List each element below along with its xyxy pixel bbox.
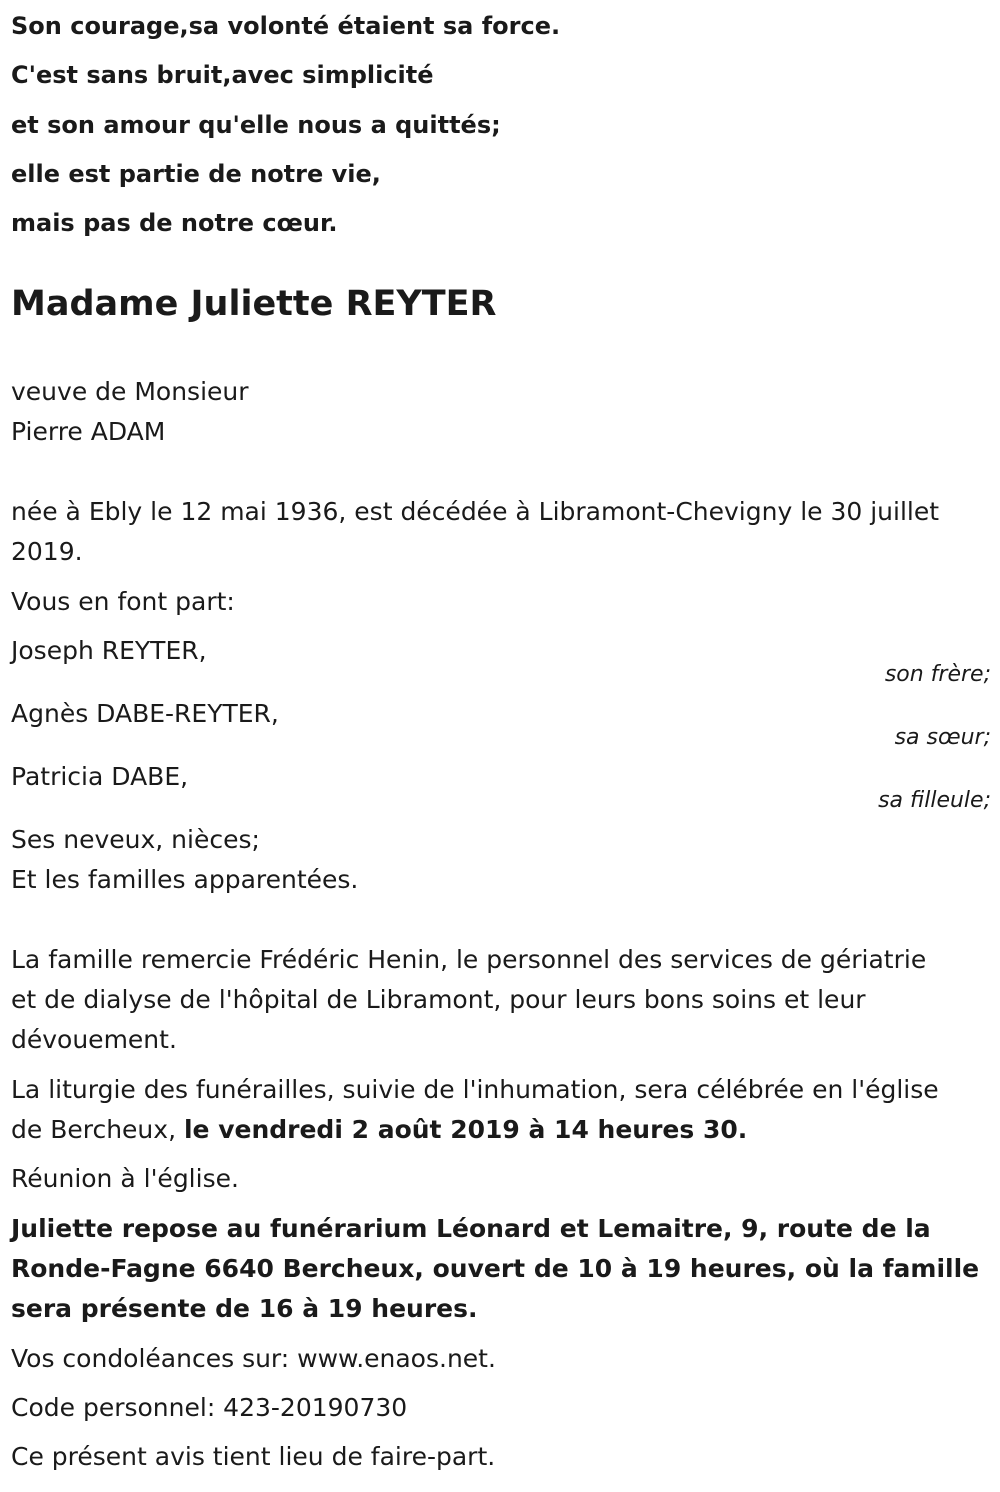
thanks-paragraph [11, 940, 991, 1060]
repose-paragraph [11, 1209, 991, 1329]
birth-death-info [11, 492, 991, 572]
other-relatives [11, 820, 991, 900]
thanks-line-1: La famille remercie Frédéric Henin, le personnel des services de gériatrie [11, 945, 927, 974]
condolences-info: Vos condoléances sur: www.enaos.net. [11, 1344, 496, 1373]
family-member-name: Agnès DABE-REYTER, [11, 699, 279, 728]
funeral-paragraph [11, 1070, 991, 1150]
poem-line-4: elle est partie de notre vie, [11, 160, 381, 188]
widow-line-1: veuve de Monsieur [11, 377, 249, 406]
family-member-name: Joseph REYTER, [11, 636, 207, 665]
deceased-name: Madame Juliette REYTER [11, 284, 497, 324]
birth-death-line-2: 2019. [11, 537, 83, 566]
poem-line-2: C'est sans bruit,avec simplicité [11, 61, 434, 89]
funeral-location-text: de Bercheux, [11, 1115, 184, 1144]
widow-info [11, 372, 991, 452]
poem-line-3: et son amour qu'elle nous a quittés; [11, 111, 501, 139]
meeting-info: Réunion à l'église. [11, 1164, 239, 1193]
personal-code: Code personnel: 423-20190730 [11, 1393, 408, 1422]
repose-line-1: Juliette repose au funérarium Léonard et Lemaitre, 9, route de la [11, 1214, 931, 1243]
announcement-intro: Vous en font part: [11, 587, 235, 616]
family-member-name: Patricia DABE, [11, 762, 189, 791]
family-member-relation: sa filleule; [878, 788, 991, 813]
poem-line-1: Son courage,sa volonté étaient sa force. [11, 12, 561, 40]
other-relatives-line-2: Et les familles apparentées. [11, 865, 359, 894]
widow-line-2: Pierre ADAM [11, 417, 166, 446]
funeral-line-1: La liturgie des funérailles, suivie de l'inhumation, sera célébrée en l'église [11, 1075, 939, 1104]
other-relatives-line-1: Ses neveux, nièces; [11, 825, 260, 854]
poem-line-5: mais pas de notre cœur. [11, 209, 338, 237]
repose-line-3: sera présente de 16 à 19 heures. [11, 1294, 478, 1323]
birth-death-line-1: née à Ebly le 12 mai 1936, est décédée à Libramont-Chevigny le 30 juillet [11, 497, 940, 526]
funeral-datetime: le vendredi 2 août 2019 à 14 heures 30. [183, 1115, 748, 1144]
thanks-line-3: dévouement. [11, 1025, 177, 1054]
family-member-relation: sa sœur; [894, 725, 991, 750]
family-member-relation: son frère; [884, 662, 991, 687]
funeral-line-2 [11, 1110, 991, 1150]
repose-line-2: Ronde-Fagne 6640 Bercheux, ouvert de 10 à 19 heures, où la famille [11, 1254, 980, 1283]
notice-statement: Ce présent avis tient lieu de faire-part. [11, 1442, 496, 1471]
thanks-line-2: et de dialyse de l'hôpital de Libramont, pour leurs bons soins et leur [11, 985, 866, 1014]
